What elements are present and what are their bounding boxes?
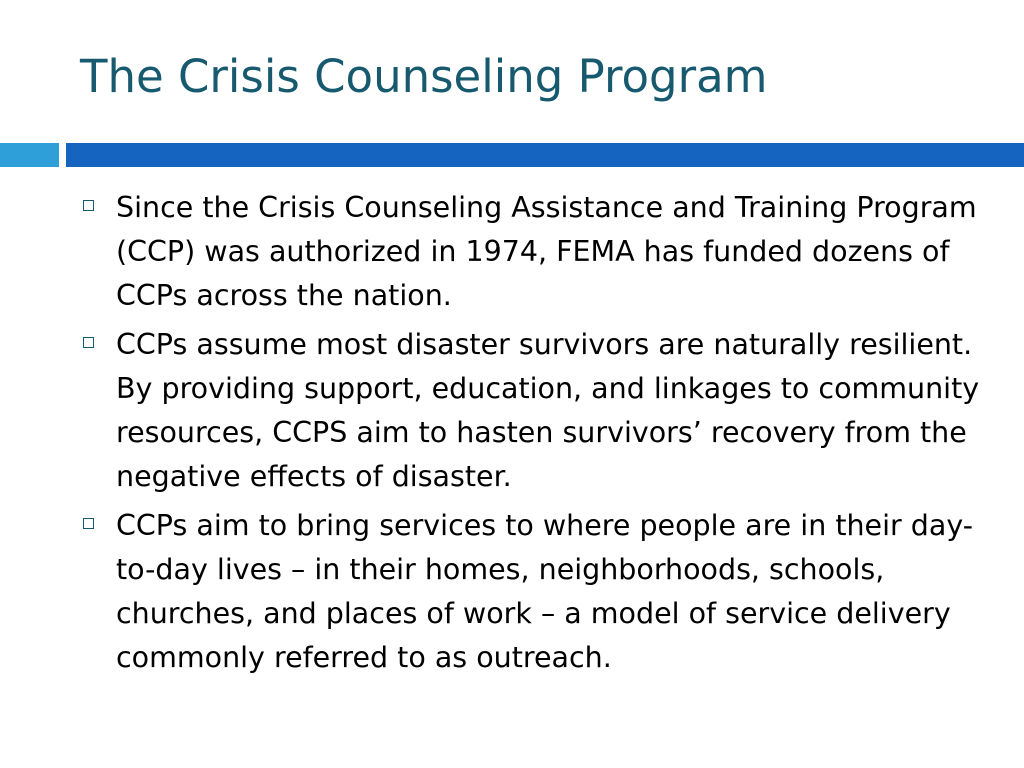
bullet-text: CCPs aim to bring services to where people are in their day-to-day lives – in their homes, neighborhoods, schools, churches, and places of work – a model of service delivery commonly referred to as outreach. — [116, 509, 973, 674]
title-rule-accent — [0, 143, 59, 167]
bullet-item — [0, 323, 996, 499]
title-rule-bar — [66, 143, 1024, 167]
bullet-list — [0, 186, 1024, 685]
bullet-text: Since the Crisis Counseling Assistance and Training Program (CCP) was authorized in 1974, FEMA has funded dozens of CCPs across the nation. — [116, 191, 977, 312]
bullet-item — [0, 186, 996, 318]
bullet-item — [0, 504, 996, 680]
bullet-text: CCPs assume most disaster survivors are naturally resilient. By providing support, education, and linkages to community resources, CCPS aim to hasten survivors’ recovery from the negative effects of disaster. — [116, 328, 980, 493]
square-bullet-icon — [83, 337, 94, 348]
square-bullet-icon — [83, 200, 94, 211]
square-bullet-icon — [83, 518, 94, 529]
slide-title: The Crisis Counseling Program — [80, 50, 768, 103]
